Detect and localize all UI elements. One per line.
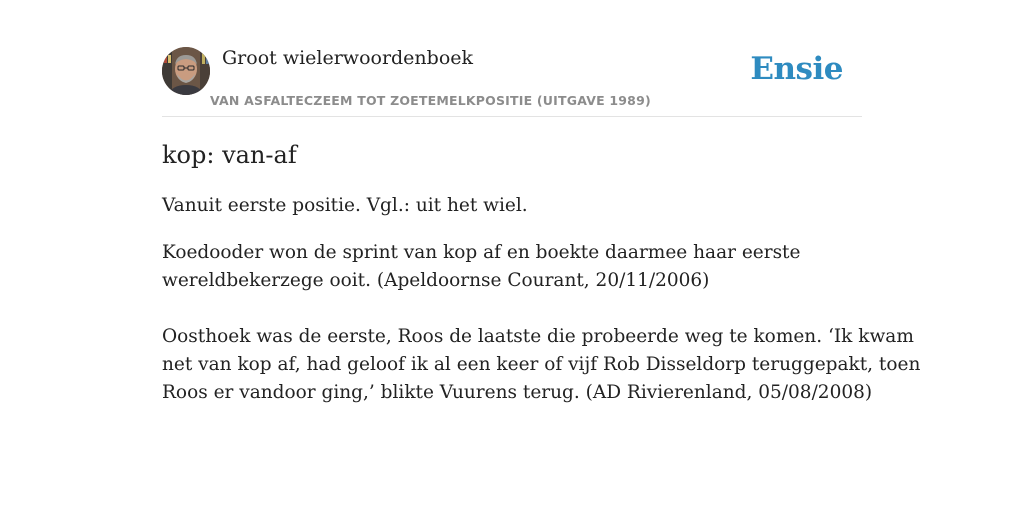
entry-definition: Vanuit eerste positie. Vgl.: uit het wiel. [162, 195, 528, 216]
entry-title: kop: van-af [162, 141, 297, 169]
example-line: Koedooder won de sprint van kop af en boekte daarmee haar eerste [162, 242, 801, 263]
example-line: wereldbekerzege ooit. (Apeldoornse Courant, 20/11/2006) [162, 270, 710, 291]
example-quote [162, 239, 862, 295]
example-line: Roos er vandoor ging,’ blikte Vuurens terug. (AD Rivierenland, 05/08/2008) [162, 382, 873, 403]
dictionary-subtitle: VAN ASFALTECZEEM TOT ZOETEMELKPOSITIE (UITGAVE 1989) [210, 93, 651, 108]
author-avatar[interactable] [162, 47, 210, 95]
dictionary-header [162, 0, 862, 117]
example-line: Oosthoek was de eerste, Roos de laatste die probeerde weg te komen. ‘Ik kwam [162, 326, 914, 347]
example-quote [162, 323, 921, 407]
example-list [162, 239, 921, 435]
author-portrait-icon [162, 47, 210, 95]
dictionary-title[interactable]: Groot wielerwoordenboek [222, 47, 474, 69]
page [162, 0, 921, 512]
ensie-logo-link[interactable]: Ensie [750, 51, 843, 87]
example-line: net van kop af, had geloof ik al een keer of vijf Rob Disseldorp teruggepakt, toen [162, 354, 921, 375]
